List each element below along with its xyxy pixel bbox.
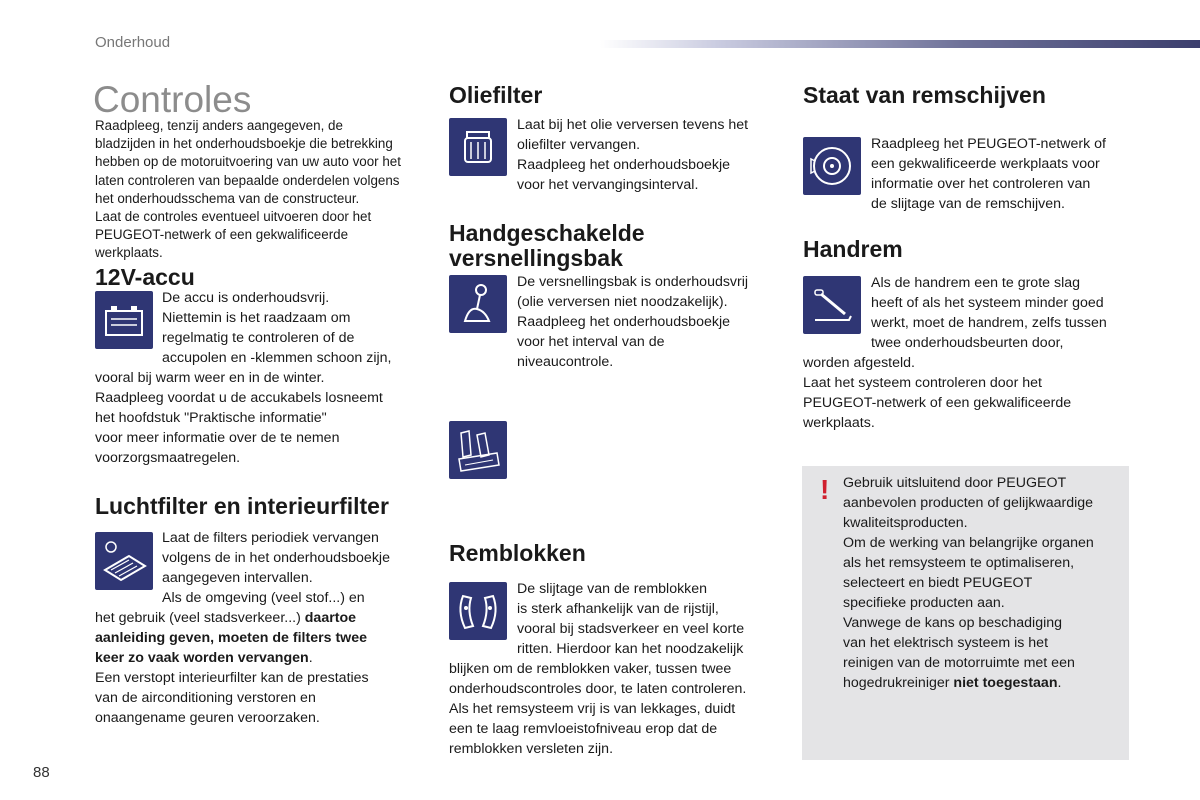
- battery-line: regelmatig te controleren of de: [162, 330, 355, 346]
- notice-line: Gebruik uitsluitend door PEUGEOT: [843, 475, 1067, 491]
- battery-line: het hoofdstuk "Praktische informatie": [95, 410, 327, 426]
- handbrake-text-indented: [871, 273, 1107, 353]
- notice-line: kwaliteitsproducten.: [843, 515, 968, 531]
- notice-normal-text: hogedrukreiniger: [843, 675, 954, 691]
- intro-line: hebben op de motoruitvoering van uw auto voor het: [95, 154, 401, 170]
- brake-pads-line: onderhoudscontroles door, te laten controleren.: [449, 681, 747, 697]
- intro-paragraph: [95, 117, 401, 263]
- brake-pads-heading: Remblokken: [449, 540, 586, 566]
- oil-filter-heading: Oliefilter: [449, 82, 543, 108]
- battery-line: vooral bij warm weer en in de winter.: [95, 370, 325, 386]
- brake-discs-line: Raadpleeg het PEUGEOT-netwerk of: [871, 136, 1107, 152]
- air-filter-text: [95, 608, 369, 728]
- air-filter-icon: [95, 532, 153, 590]
- air-filter-text-indented: [162, 528, 390, 608]
- handbrake-icon: [803, 276, 861, 334]
- air-filter-line: van de airconditioning verstoren en: [95, 690, 316, 706]
- header-gradient-bar: [600, 40, 1200, 48]
- oil-filter-icon: [449, 118, 507, 176]
- brake-pads-text: [449, 659, 746, 759]
- brake-pads-line: blijken om de remblokken vaker, tussen twee: [449, 661, 732, 677]
- air-filter-line: Als de omgeving (veel stof...) en: [162, 590, 365, 606]
- air-filter-line: Een verstopt interieurfilter kan de prestaties: [95, 670, 369, 686]
- battery-line: Niettemin is het raadzaam om: [162, 310, 351, 326]
- notice-line: reinigen van de motorruimte met een: [843, 655, 1075, 671]
- brake-pads-line: een te laag remvloeistofniveau erop dat de: [449, 721, 718, 737]
- brake-pads-line: is sterk afhankelijk van de rijstijl,: [517, 601, 719, 617]
- intro-line: laten controleren van bepaalde onderdelen volgens: [95, 172, 400, 188]
- brake-discs-line: informatie over het controleren van: [871, 176, 1091, 192]
- oil-filter-line: oliefilter vervangen.: [517, 137, 641, 153]
- oil-filter-line: Raadpleeg het onderhoudsboekje: [517, 157, 730, 173]
- battery-heading: 12V-accu: [95, 264, 195, 290]
- notice-bold-text: niet toegestaan: [953, 675, 1058, 691]
- notice-line: selecteert en biedt PEUGEOT: [843, 575, 1033, 591]
- gear-lever-icon: [449, 275, 507, 333]
- notice-normal-text: .: [1057, 675, 1062, 691]
- gearbox-line: (olie verversen niet noodzakelijk).: [517, 294, 728, 310]
- battery-line: Raadpleeg voordat u de accukabels losneemt: [95, 390, 383, 406]
- brake-pads-line: Als het remsysteem vrij is van lekkages, duidt: [449, 701, 736, 717]
- gearbox-heading-line1: Handgeschakelde: [449, 220, 645, 246]
- air-filter-normal-text: het gebruik (veel stadsverkeer...): [95, 610, 305, 626]
- brake-pads-line: vooral bij stadsverkeer en veel korte: [517, 621, 745, 637]
- notice-line: aanbevolen producten of gelijkwaardige: [843, 495, 1094, 511]
- oil-filter-line: voor het vervangingsinterval.: [517, 177, 699, 193]
- handbrake-line: heeft of als het systeem minder goed: [871, 295, 1104, 311]
- oil-filter-text: [517, 115, 748, 195]
- page-number: 88: [33, 764, 50, 781]
- page-title: Controles: [93, 79, 252, 120]
- notice-line: als het remsysteem te optimaliseren,: [843, 555, 1075, 571]
- brake-discs-heading: Staat van remschijven: [803, 82, 1046, 108]
- battery-line: accupolen en -klemmen schoon zijn,: [162, 350, 392, 366]
- battery-icon: [95, 291, 153, 349]
- gearbox-level-icon: [449, 421, 507, 479]
- gearbox-line: niveaucontrole.: [517, 354, 614, 370]
- brake-pads-line: remblokken versleten zijn.: [449, 741, 614, 757]
- air-filter-line: aangegeven intervallen.: [162, 570, 313, 586]
- intro-line: Raadpleeg, tenzij anders aangegeven, de: [95, 118, 343, 133]
- gearbox-line: Raadpleeg het onderhoudsboekje: [517, 314, 730, 330]
- battery-text: [95, 368, 383, 468]
- handbrake-text: [803, 353, 1071, 433]
- warning-exclamation-icon: !: [820, 474, 830, 505]
- oil-filter-line: Laat bij het olie verversen tevens het: [517, 117, 749, 133]
- notice-line: Om de werking van belangrijke organen: [843, 535, 1094, 551]
- handbrake-line: twee onderhoudsbeurten door,: [871, 335, 1064, 351]
- air-filter-line: volgens de in het onderhoudsboekje: [162, 550, 390, 566]
- gearbox-line: voor het interval van de: [517, 334, 665, 350]
- notice-text: [843, 473, 1094, 693]
- brake-pads-line: ritten. Hierdoor kan het noodzakelijk: [517, 641, 744, 657]
- brake-pads-icon: [449, 582, 507, 640]
- intro-line: Laat de controles eventueel uitvoeren door het: [95, 209, 372, 225]
- air-filter-line: onaangename geuren veroorzaken.: [95, 710, 320, 726]
- air-filter-line: Laat de filters periodiek vervangen: [162, 530, 379, 546]
- brake-discs-line: een gekwalificeerde werkplaats voor: [871, 156, 1100, 172]
- air-filter-line: [95, 648, 369, 668]
- notice-line: Vanwege de kans op beschadiging: [843, 615, 1063, 631]
- gearbox-text: [517, 272, 748, 372]
- air-filter-line: [95, 628, 369, 648]
- air-filter-normal-text: .: [308, 650, 313, 666]
- handbrake-line: werkplaats.: [803, 415, 875, 431]
- gearbox-heading-line2: versnellingsbak: [449, 245, 623, 271]
- air-filter-heading: Luchtfilter en interieurfilter: [95, 493, 389, 519]
- handbrake-line: werkt, moet de handrem, zelfs tussen: [871, 315, 1107, 331]
- intro-line: bladzijden in het onderhoudsboekje die betrekking: [95, 136, 393, 152]
- handbrake-line: worden afgesteld.: [803, 355, 915, 371]
- air-filter-bold-text: aanleiding geven, moeten de filters twee: [95, 630, 368, 646]
- gearbox-line: De versnellingsbak is onderhoudsvrij: [517, 274, 749, 290]
- handbrake-line: Als de handrem een te grote slag: [871, 275, 1081, 291]
- brake-pads-line: De slijtage van de remblokken: [517, 581, 708, 597]
- battery-line: De accu is onderhoudsvrij.: [162, 290, 330, 306]
- battery-line: voorzorgsmaatregelen.: [95, 450, 241, 466]
- air-filter-line: [95, 608, 369, 628]
- brake-pads-text-indented: [517, 579, 744, 659]
- brake-discs-line: de slijtage van de remschijven.: [871, 196, 1065, 212]
- handbrake-line: Laat het systeem controleren door het: [803, 375, 1042, 391]
- handbrake-line: PEUGEOT-netwerk of een gekwalificeerde: [803, 395, 1072, 411]
- notice-line: specifieke producten aan.: [843, 595, 1005, 611]
- brake-discs-text: [871, 134, 1106, 214]
- handbrake-heading: Handrem: [803, 236, 903, 262]
- air-filter-bold-text: keer zo vaak worden vervangen: [95, 650, 309, 666]
- battery-line: voor meer informatie over de te nemen: [95, 430, 340, 446]
- brake-disc-icon: [803, 137, 861, 195]
- notice-line: [843, 673, 1094, 693]
- air-filter-bold-text: daartoe: [304, 610, 357, 626]
- intro-line: het onderhoudsschema van de constructeur.: [95, 190, 360, 206]
- section-label: Onderhoud: [95, 34, 171, 51]
- intro-line: PEUGEOT-netwerk of een gekwalificeerde: [95, 227, 349, 243]
- intro-line: werkplaats.: [95, 245, 163, 261]
- battery-text-indented: [162, 288, 392, 368]
- notice-line: van het elektrisch systeem is het: [843, 635, 1049, 651]
